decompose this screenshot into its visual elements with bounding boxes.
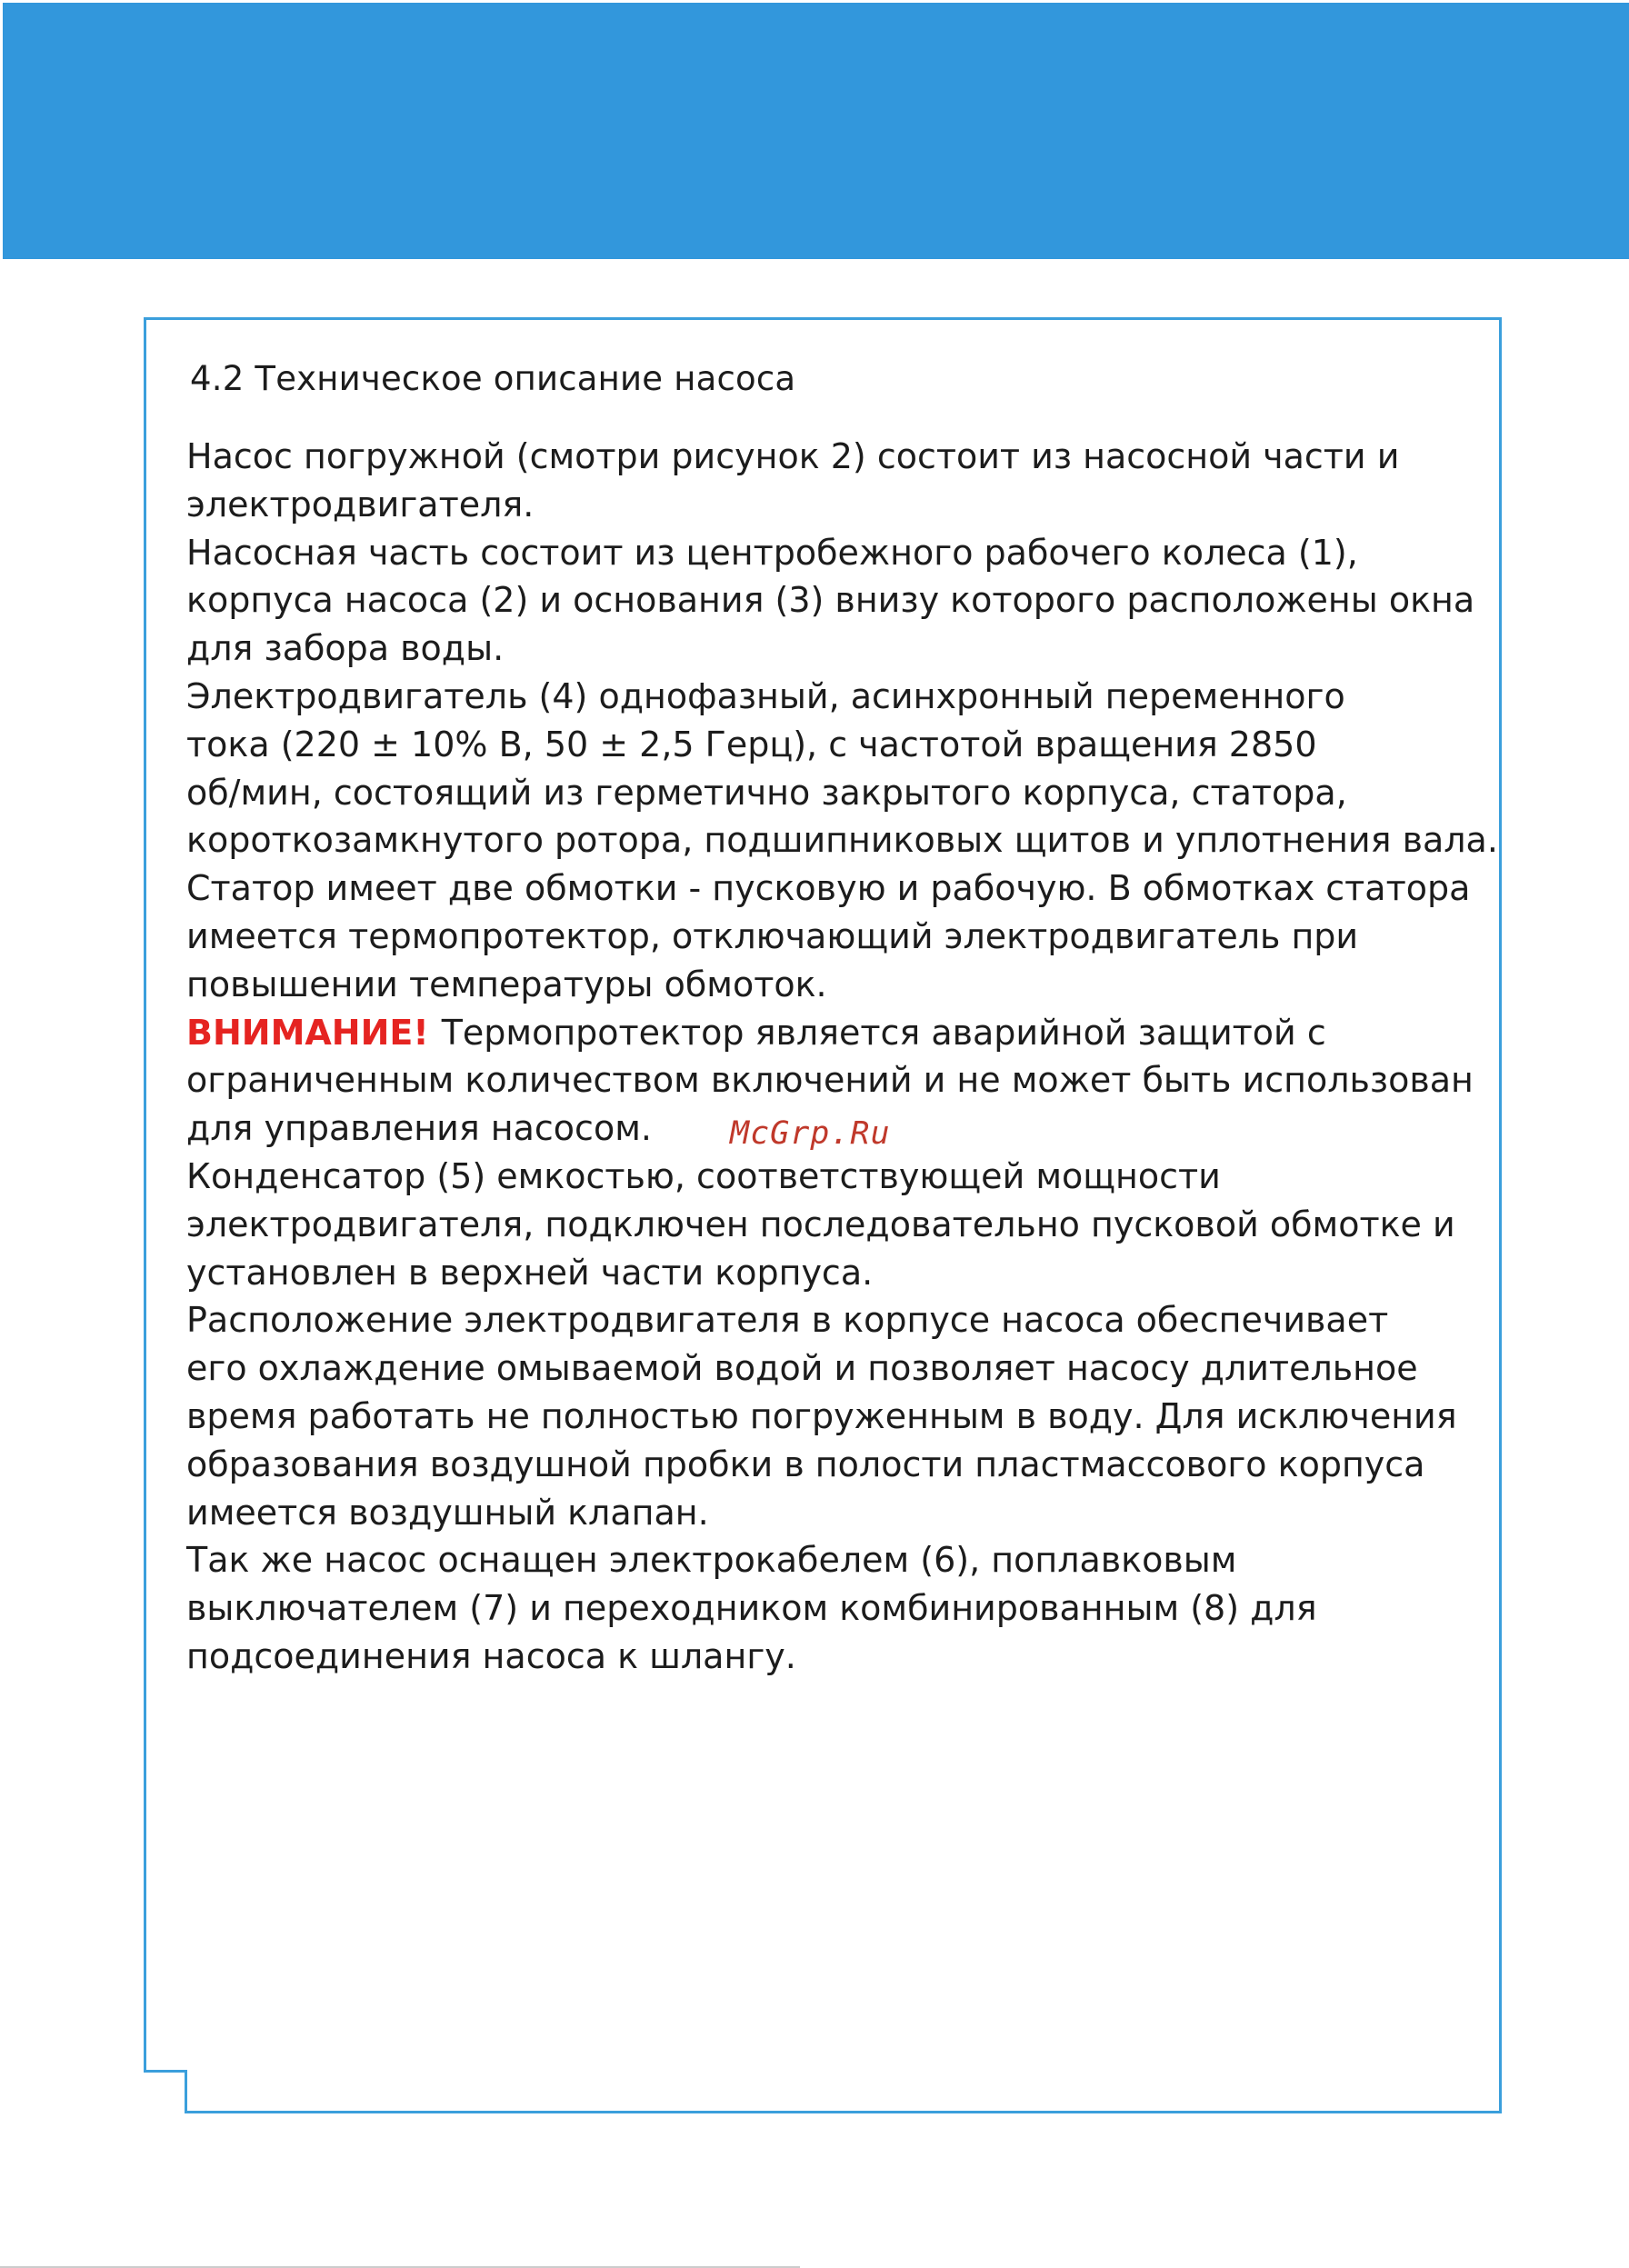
text-line: его охлаждение омываемой водой и позволяет насосу длительное bbox=[186, 1348, 1418, 1389]
text-line: время работать не полностью погруженным в воду. Для исключения bbox=[186, 1395, 1457, 1436]
frame-border-bottom bbox=[185, 2111, 1502, 2113]
text-line: подсоединения насоса к шлангу. bbox=[186, 1635, 796, 1676]
paragraph-pump-composition bbox=[186, 433, 1495, 529]
frame-border-right bbox=[1499, 317, 1502, 2113]
text-line: Насос погружной (смотри рисунок 2) состоит из насосной части и bbox=[186, 436, 1400, 476]
text-line: электродвигателя. bbox=[186, 484, 535, 525]
paragraph-motor bbox=[186, 673, 1498, 1009]
text-line: тока (220 ± 10% В, 50 ± 2,5 Герц), с частотой вращения 2850 bbox=[186, 724, 1317, 764]
frame-notch-horizontal bbox=[144, 2070, 187, 2073]
text-line: Статор имеет две обмотки - пусковую и рабочую. В обмотках статора bbox=[186, 868, 1471, 909]
text-line: Насосная часть состоит из центробежного рабочего колеса (1), bbox=[186, 532, 1358, 573]
text-line: имеется термопротектор, отключающий электродвигатель при bbox=[186, 915, 1359, 956]
watermark-text: McGrp.Ru bbox=[730, 1115, 891, 1152]
text-line: выключателем (7) и переходником комбинированным (8) для bbox=[186, 1588, 1317, 1629]
text-line: Электродвигатель (4) однофазный, асинхронный переменного bbox=[186, 675, 1345, 716]
text-line: Расположение электродвигателя в корпусе насоса обеспечивает bbox=[186, 1300, 1389, 1341]
frame-notch-vertical bbox=[185, 2070, 187, 2113]
text-line: корпуса насоса (2) и основания (3) внизу которого расположены окна bbox=[186, 580, 1475, 621]
paragraph-cooling bbox=[186, 1296, 1495, 1536]
section-title: 4.2 Техническое описание насоса bbox=[190, 359, 796, 398]
warning-first-line bbox=[186, 1009, 1495, 1057]
text-line: для забора воды. bbox=[186, 628, 505, 669]
warning-text: Термопротектор является аварийной защитой с bbox=[441, 1012, 1326, 1053]
paragraph-accessories bbox=[186, 1536, 1495, 1680]
text-line: ограниченным количеством включений и не может быть использован bbox=[186, 1060, 1474, 1101]
text-line: для управления насосом. bbox=[186, 1108, 652, 1149]
text-line: об/мин, состоящий из герметично закрытого корпуса, статора, bbox=[186, 772, 1347, 813]
text-line: Так же насос оснащен электрокабелем (6), поплавковым bbox=[186, 1540, 1237, 1581]
warning-label: ВНИМАНИЕ! bbox=[186, 1012, 429, 1053]
header-band bbox=[3, 3, 1629, 259]
text-line: установлен в верхней части корпуса. bbox=[186, 1252, 874, 1293]
text-line: имеется воздушный клапан. bbox=[186, 1492, 709, 1533]
text-line: Конденсатор (5) емкостью, соответствующей мощности bbox=[186, 1155, 1221, 1196]
frame-border-top bbox=[144, 317, 1502, 320]
paragraph-capacitor bbox=[186, 1153, 1495, 1296]
paragraph-pump-part bbox=[186, 529, 1495, 673]
frame-border-left bbox=[144, 317, 146, 2072]
text-line: короткозамкнутого ротора, подшипниковых щитов и уплотнения вала. bbox=[186, 820, 1498, 861]
document-body bbox=[186, 359, 1498, 1681]
text-line: повышении температуры обмоток. bbox=[186, 964, 827, 1004]
text-line: образования воздушной пробки в полости пластмассового корпуса bbox=[186, 1444, 1425, 1484]
text-line: электродвигателя, подключен последовательно пусковой обмотке и bbox=[186, 1204, 1455, 1244]
